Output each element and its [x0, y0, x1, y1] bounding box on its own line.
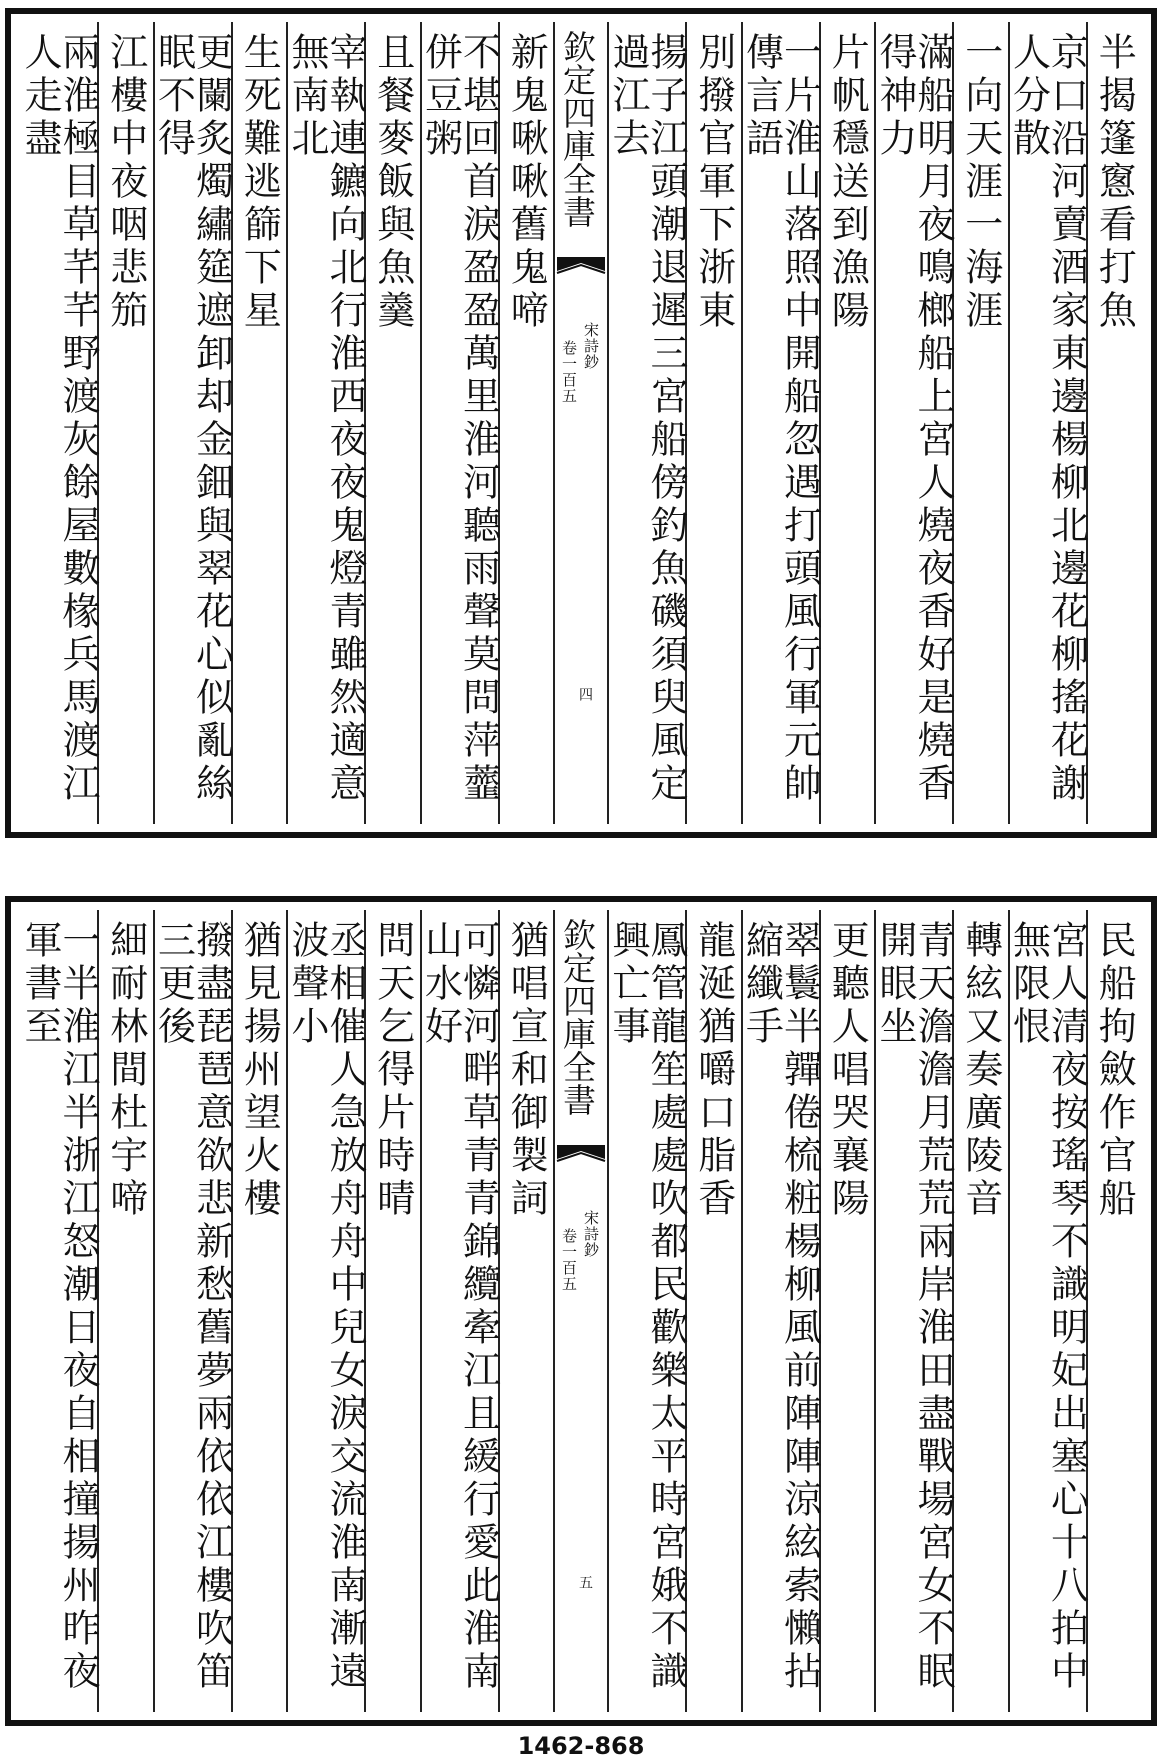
text-column	[873, 22, 955, 824]
column-text: 猶見揚州望火樓	[237, 920, 282, 1221]
gutter-page-number: 四	[577, 687, 593, 701]
text-column	[739, 22, 822, 824]
column-text: 青天澹澹月荒荒兩岸淮田盡戰場宮女不眠開眼坐	[873, 920, 955, 1694]
column-text: 更聽人唱哭襄陽	[825, 920, 870, 1221]
text-column	[97, 910, 153, 1712]
text-column	[606, 22, 688, 824]
fish-tail-mark-icon	[557, 257, 605, 297]
text-column	[418, 22, 501, 824]
text-column	[1086, 910, 1142, 1712]
text-column	[18, 910, 100, 1712]
column-text: 片帆穩送到漁陽	[825, 32, 870, 333]
bottom-folio-panel	[5, 896, 1157, 1726]
text-column	[151, 22, 234, 824]
column-text: 可憐河畔草青青錦纜牽江且緩行愛此淮南山水好	[418, 920, 501, 1694]
column-text: 撥盡琵琶意欲悲新愁舊夢兩依依江樓吹笛三更後	[151, 920, 234, 1694]
page-code: 1462-868	[517, 1732, 645, 1760]
column-text: 丞相催人急放舟舟中兒女淚交流淮南漸遠波聲小	[285, 920, 367, 1694]
bottom-text-columns	[18, 910, 1141, 1712]
gutter-title: 欽定四庫全書	[558, 30, 597, 228]
text-column	[18, 22, 100, 824]
column-text: 更闌炙燭繡筵遮卸却金鈿與翠花心似亂絲眠不得	[151, 32, 234, 806]
column-text: 龍涎猶嚼口脂香	[691, 920, 736, 1221]
gutter-volume: 卷一百五	[560, 1228, 578, 1292]
column-text: 民船拘斂作官船	[1092, 920, 1137, 1221]
center-gutter	[553, 910, 607, 1712]
text-column	[685, 22, 741, 824]
top-folio-panel	[5, 8, 1157, 838]
text-column	[498, 910, 554, 1712]
column-text: 兩淮極目草芊芊野渡灰餘屋數椽兵馬渡江人走盡	[18, 32, 100, 806]
column-text: 猶唱宣和御製詞	[504, 920, 549, 1221]
center-gutter	[553, 22, 607, 824]
column-text: 宮人清夜按瑤琴不識明妃出塞心十八拍中無限恨	[1006, 920, 1089, 1694]
column-text: 且餐麥飯與魚羹	[370, 32, 415, 333]
column-text: 鳳管龍笙處處吹都民歡樂太平時宮娥不識興亡事	[606, 920, 688, 1694]
text-column	[418, 910, 501, 1712]
column-text: 一半淮江半浙江怒潮日夜自相撞揚州昨夜軍書至	[18, 920, 100, 1694]
column-text: 細耐林間杜宇啼	[103, 920, 148, 1221]
column-text: 揚子江頭潮退遲三宮船傍釣魚磯須臾風定過江去	[606, 32, 688, 806]
column-text: 一向天涯一海涯	[958, 32, 1003, 333]
text-column	[873, 910, 955, 1712]
text-column	[1006, 22, 1089, 824]
fish-tail-mark-icon	[557, 1145, 605, 1185]
gutter-book-title: 宋詩鈔	[582, 1210, 600, 1258]
text-column	[231, 22, 287, 824]
column-text: 新鬼啾啾舊鬼啼	[504, 32, 549, 333]
text-column	[364, 910, 420, 1712]
column-text: 不堪回首淚盈盈萬里淮河聽雨聲莫問萍虀併豆粥	[418, 32, 501, 806]
column-text: 一片淮山落照中開船忽遇打頭風行軍元帥傳言語	[739, 32, 822, 806]
gutter-title: 欽定四庫全書	[558, 918, 597, 1116]
text-column	[364, 22, 420, 824]
column-text: 轉絃又奏廣陵音	[958, 920, 1003, 1221]
text-column	[952, 910, 1008, 1712]
text-column	[685, 910, 741, 1712]
text-column	[952, 22, 1008, 824]
text-column	[498, 22, 554, 824]
text-column	[819, 22, 875, 824]
text-column	[739, 910, 822, 1712]
column-text: 問天乞得片時晴	[370, 920, 415, 1221]
text-column	[819, 910, 875, 1712]
text-column	[231, 910, 287, 1712]
column-text: 京口沿河賣酒家東邊楊柳北邊花柳搖花謝人分散	[1006, 32, 1089, 806]
text-column	[1086, 22, 1142, 824]
text-column	[151, 910, 234, 1712]
text-column	[285, 910, 367, 1712]
column-text: 半揭篷窻看打魚	[1092, 32, 1137, 333]
gutter-page-number: 五	[577, 1575, 593, 1589]
top-text-columns	[18, 22, 1141, 824]
column-text: 宰執連鑣向北行淮西夜夜鬼燈青雖然適意無南北	[285, 32, 367, 806]
column-text: 別撥官軍下浙東	[691, 32, 736, 333]
column-text: 滿船明月夜鳴榔船上宮人燒夜香好是燒香得神力	[873, 32, 955, 806]
gutter-book-title: 宋詩鈔	[582, 322, 600, 370]
column-text: 江樓中夜咽悲笳	[103, 32, 148, 333]
text-column	[606, 910, 688, 1712]
gutter-volume: 卷一百五	[560, 340, 578, 404]
column-text: 翠鬟半嚲倦梳粧楊柳風前陣陣涼絃索懶拈縮纖手	[739, 920, 822, 1694]
column-text: 生死難逃篩下星	[237, 32, 282, 333]
text-column	[97, 22, 153, 824]
text-column	[1006, 910, 1089, 1712]
text-column	[285, 22, 367, 824]
